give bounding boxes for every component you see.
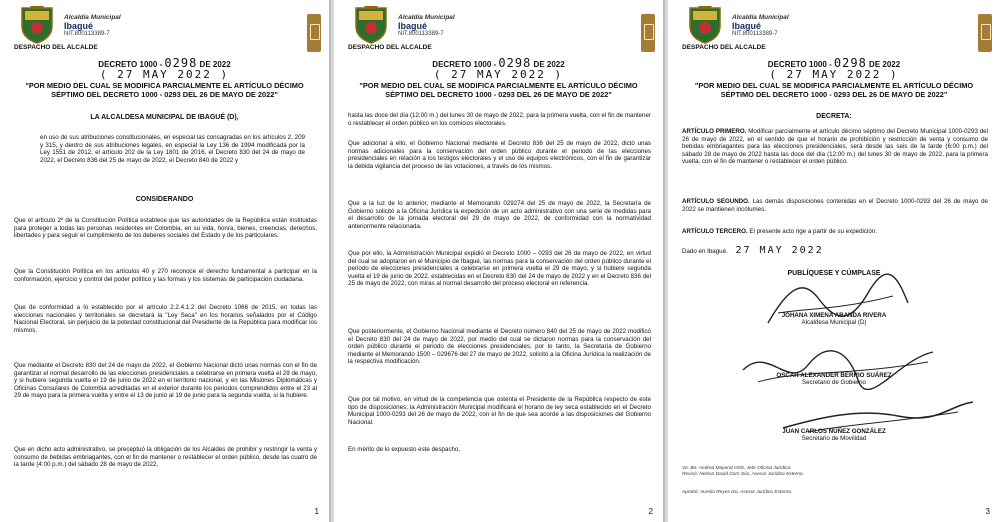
document-page-1 [0, 0, 331, 522]
municipal-shield-icon [354, 4, 388, 44]
letterhead [682, 4, 986, 52]
paragraph: Que adicional a ello, el Gobierno Nacional mediante el Decreto 836 del 25 de mayo de 2022, dictó unas normas adicionales para la conservación del orden público durante el periodo de las elecciones presidenciales en relación a los testigos electorales y el uso de equipos electrónicos, con el fin de garantizar la debida vigilancia del proceso de las votaciones, a través de los mismos. [348, 140, 651, 170]
decree-title: "POR MEDIO DEL CUAL SE MODIFICA PARCIALMENTE EL ARTÍCULO DÉCIMO SÉPTIMO DEL DECRETO 1000 - 0293 DEL 26 DE MAYO DE 2022" [359, 81, 638, 99]
paragraph: Que por ello, la Administración Municipal expidió el Decreto 1000 – 0293 del 26 de mayo de 2022, en virtud del cual se adoptaron en el Municipio de Ibagué, las normas para la conservación del orden público durante el periodo de elecciones presidenciales a celebrarse en primera vuelta el 29 de mayo, y si hubiere segunda vuelta el 19 de junio de 2022, establecidas en el Decreto 830 del 24 de mayo de 2022 y en el Decreto 836 del 25 de mayo de 2022, con miras al normal desarrollo del proceso electoral en referencia. [348, 250, 651, 288]
paragraph: Que de conformidad a lo establecido por el artículo 2.2.4.1.2 del Decreto 1066 de 2015, en todas las elecciones nacionales y territoriales se decretará la "Ley Seca" en los horarios señalados por el Código Nacional Electoral, sin perjuicio de la potestad constitucional del Presidente de la República para modificar los mismos. [14, 304, 317, 334]
decree-title: "POR MEDIO DEL CUAL SE MODIFICA PARCIALMENTE EL ARTÍCULO DÉCIMO SÉPTIMO DEL DECRETO 1000 - 0293 DEL 26 DE MAYO DE 2022" [25, 81, 304, 99]
department-label: DESPACHO DEL ALCALDE [348, 44, 432, 51]
handwritten-signature [738, 340, 938, 400]
decreta-heading: DECRETA: [816, 113, 852, 120]
intro-paragraph: en uso de sus atribuciones constitucionales, en especial las consagradas en los artículos 2, 209 y 315, y dentro de sus atribuciones legales, en especial la Ley 136 de 1994 modificada por la Ley 1551 de 2012, el artículo 202 de la Ley 1801 de 2016, el Decreto 830 del 24 de mayo de 2022, el Decreto 836 del 25 de mayo de 2022, el Decreto 840 de 2022 y [40, 134, 305, 164]
decree-number: 0298 [498, 56, 532, 70]
side-emblem-icon [641, 14, 655, 52]
paragraph: Que mediante el Decreto 830 del 24 de mayo de 2022, el Gobierno Nacional dictó unas normas con el fin de garantizar el normal desarrollo de las elecciones presidenciales a celebrarse en primera vuelta el 29 de mayo, y si hubiere segunda vuelta el 19 de junio de 2022 en el territorio nacional, y en las Misiones Diplomáticas y Oficinas Consulares de Colombia acreditadas en el exterior durante los periodos comprendidos entre el 23 al 29 de mayo para la primera vuelta y entre el 13 de junio al 19 de junio para la segunda vuelta, si la hubiere. [14, 362, 317, 400]
paragraph: Que a la luz de lo anterior, mediante el Memorando 029274 del 25 de mayo de 2022, la Secretaría de Gobierno solicitó a la Oficina Jurídica la expedición de un acto administrativo con una serie de medidas para el desarrollo de la jornada electoral del 29 de mayo de 2022, de conformidad con la normatividad anteriormente relacionada. [348, 200, 651, 230]
footnote: Vo. Bo: Andrea Mayoral Ortiz, Jefe Oficina Jurídica. [682, 466, 792, 471]
org-name: Alcaldía Municipal [64, 14, 121, 21]
signer-role: Secretario de Gobierno [802, 379, 866, 387]
paragraph: Que por tal motivo, en virtud de la competencia que ostenta el Presidente de la República respecto de este tipo de disposiciones, la Administración Municipal modificará el horario de ley seca establecido en el Decreto Municipal 1000-0293 del 26 de mayo de 2022, con el fin de que sea acorde a las disposiciones del Gobierno Nacional. [348, 396, 651, 426]
org-city: Ibagué [732, 21, 762, 31]
paragraph: En mérito de lo expuesto este despacho, [348, 446, 461, 453]
decree-number: 0298 [164, 56, 198, 70]
signer-name: JOHANA XIMENA ARANDA RIVERA [781, 312, 887, 319]
signer-name: JUAN CARLOS NÚÑEZ GONZÁLEZ [782, 428, 886, 435]
publiquese-heading: PUBLÍQUESE Y CÚMPLASE [787, 270, 881, 277]
decree-heading: DECRETO 1000 - 0298 DE 2022 [432, 56, 565, 70]
letterhead [348, 4, 649, 52]
signer-role: Alcaldesa Municipal (D) [801, 319, 867, 327]
document-page-3 [668, 0, 1000, 522]
signature-block [668, 372, 1000, 387]
document-page-2 [334, 0, 665, 522]
decree-number: 0298 [833, 56, 867, 70]
org-name: Alcaldía Municipal [398, 14, 455, 21]
issue-date-stamp: 27 MAY 2022 [735, 245, 824, 256]
org-city: Ibagué [64, 21, 94, 31]
date-stamp: ( 27 MAY 2022 ) [769, 68, 899, 81]
date-stamp: ( 27 MAY 2022 ) [433, 68, 564, 81]
org-nit: NIT.800113389-7 [64, 31, 110, 37]
decree-heading: DECRETO 1000 - 0298 DE 2022 [98, 56, 231, 70]
page-number: 3 [985, 507, 990, 516]
paragraph: Que posteriormente, el Gobierno Nacional mediante el Decreto número 840 del 25 de mayo de 2022 modificó el Decreto 830 del 24 de mayo de 2022, por medio del cual se dictaron normas para la conservación del orden público durante el periodo de elecciones presidenciales; por lo tanto, la Secretaría de Gobierno mediante el Memorando 1500 – 029676 del 27 de mayo de 2022, solicitó a la Oficina Jurídica la realización de la respectiva modificación. [348, 328, 651, 366]
paragraph: Que el artículo 2º de la Constitución Política establece que las autoridades de la República están instituidas para proteger a todas las personas residentes en Colombia, en su vida, honra, bienes, creencias, derechos, libertades y para seguir el cumplimiento de los deberes sociales del Estado y de los particulares. [14, 217, 317, 240]
decree-heading: DECRETO 1000 - 0298 DE 2022 [767, 56, 901, 70]
side-emblem-icon [307, 14, 321, 52]
article-third: ARTÍCULO TERCERO. El presente acto rige a partir de su expedición. [682, 228, 877, 235]
article-first: ARTÍCULO PRIMERO. Modificar parcialmente el artículo décimo séptimo del Decreto Municipal 1000-0293 del 26 de mayo de 2022, en el sentido de que el horario de prohibición y restricción de venta y consumo de bebidas embriagantes para las elecciones presidenciales, será desde las seis de la tarde (6:00 p.m.) del sábado 28 de mayo de 2022 hasta las doce del día (12:00 m.) del lunes 30 de mayo de 2022, para la primera vuelta, con el fin de mantener o restablecer el orden público. [682, 128, 988, 166]
page-number: 1 [314, 507, 319, 516]
org-nit: NIT.800113389-7 [398, 31, 444, 37]
decree-title: "POR MEDIO DEL CUAL SE MODIFICA PARCIALMENTE EL ARTÍCULO DÉCIMO SÉPTIMO DEL DECRETO 1000 - 0293 DEL 26 DE MAYO DE 2022" [694, 81, 974, 99]
signature-block [668, 428, 1000, 443]
considerando-heading: CONSIDERANDO [135, 196, 194, 203]
footnote: Revisó: Nelson David Corn Sús, Asesor Jurídico Externo. [682, 472, 804, 477]
signer-name: OSCAR ALEXANDER BERRIO SUÁREZ [776, 372, 892, 379]
municipal-shield-icon [20, 4, 54, 44]
department-label: DESPACHO DEL ALCALDE [682, 44, 766, 51]
org-nit: NIT.800113389-7 [732, 31, 778, 37]
department-label: DESPACHO DEL ALCALDE [14, 44, 98, 51]
org-city: Ibagué [398, 21, 428, 31]
date-stamp: ( 27 MAY 2022 ) [99, 68, 230, 81]
municipal-shield-icon [688, 4, 722, 44]
page-number: 2 [648, 507, 653, 516]
paragraph: Que en dicho acto administrativo, se preceptuó la obligación de los Alcaldes de prohibir y restringir la venta y consumo de bebidas embriagantes, con el fin de mantener o restablecer el orden público, desde las cuatro de la tarde (4:00 p.m.) del sábado 28 de mayo de 2022, [14, 446, 317, 469]
org-name: Alcaldía Municipal [732, 14, 789, 21]
paragraph: hasta las doce del día (12:00 m.) del lunes 30 de mayo de 2022, para la primera vuelta, con el fin de mantener o restablecer el orden público en los comicios electorales. [348, 112, 651, 127]
letterhead [14, 4, 315, 52]
handwritten-signature [758, 268, 918, 338]
side-emblem-icon [978, 14, 992, 52]
footnote: Aprobó: Aurelio Reyes Izo, Asesor Jurídico Externo. [682, 490, 793, 495]
authority-heading: LA ALCALDESA MUNICIPAL DE IBAGUÉ (D), [90, 114, 239, 121]
signature-block [668, 312, 1000, 327]
issue-place-date: Dado en Ibagué, 27 MAY 2022 [682, 245, 824, 256]
signer-role: Secretario de Movilidad [801, 435, 867, 443]
paragraph: Que la Constitución Política en los artículos 40 y 270 reconoce el derecho fundamental a participar en la conformación, ejercicio y control del poder político y las formas y los sistemas de participación ciudadana. [14, 268, 317, 283]
article-second: ARTÍCULO SEGUNDO. Las demás disposiciones contenidas en el Decreto 1000-0293 del 26 de mayo de 2022 se mantienen incólumes. [682, 198, 988, 213]
